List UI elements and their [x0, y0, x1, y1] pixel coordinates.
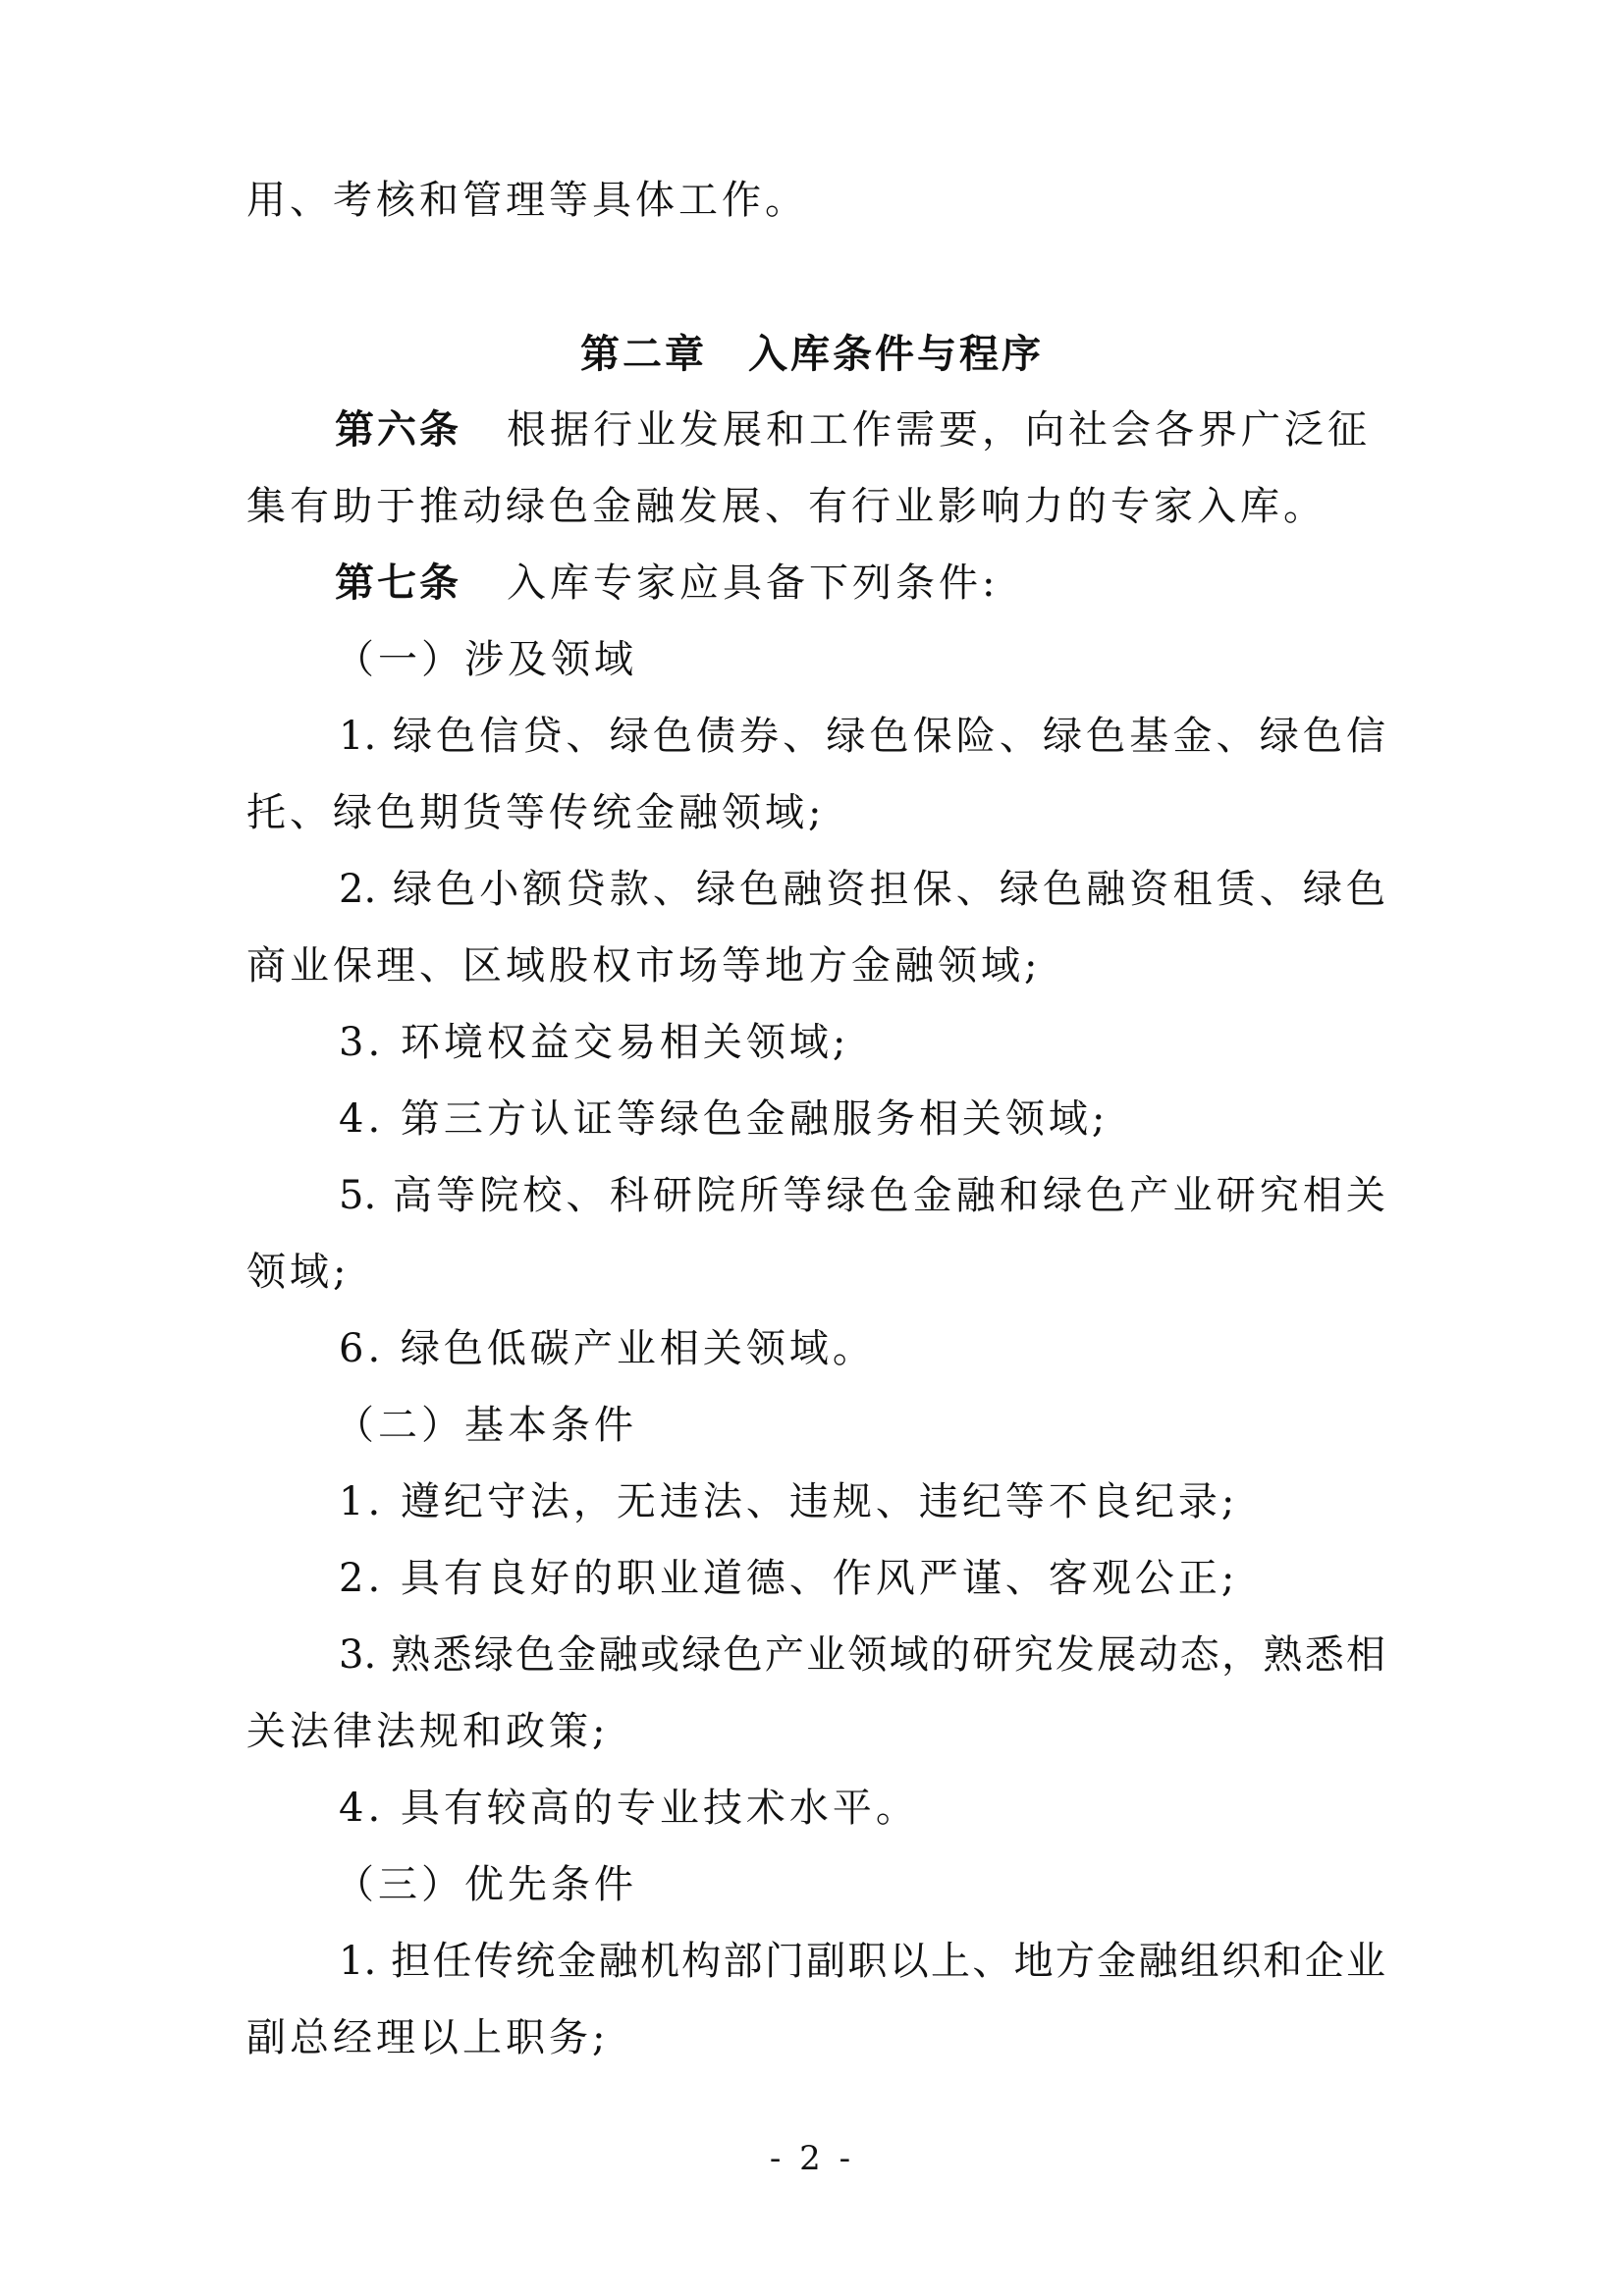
section-1-item-1-line-1: 1. 绿色信贷、绿色债券、绿色保险、绿色基金、绿色信: [339, 714, 1385, 759]
article-7-text-1: 入库专家应具备下列条件:: [507, 561, 1000, 606]
section-2-item-2: 2. 具有良好的职业道德、作风严谨、客观公正;: [339, 1556, 1239, 1601]
section-3-title: （三）优先条件: [335, 1862, 637, 1907]
chapter-title-prefix: 第二章: [580, 332, 707, 377]
article-6-line-2: 集有助于推动绿色金融发展、有行业影响力的专家入库。: [246, 484, 1326, 529]
section-1-item-1-line-2: 托、绿色期货等传统金融领域;: [246, 790, 826, 835]
section-1-item-3: 3. 环境权益交易相关领域;: [339, 1020, 850, 1065]
section-1-item-2-line-1: 2. 绿色小额贷款、绿色融资担保、绿色融资租赁、绿色: [339, 867, 1385, 912]
article-6-text-1: 根据行业发展和工作需要，向社会各界广泛征: [507, 407, 1371, 453]
section-2-item-1: 1. 遵纪守法，无违法、违规、违纪等不良纪录;: [339, 1479, 1239, 1524]
chapter-title: [0, 325, 1624, 384]
article-6-line-1: [335, 400, 1385, 459]
section-2-title: （二）基本条件: [335, 1403, 637, 1448]
section-1-item-5-line-2: 领域;: [246, 1250, 351, 1295]
section-3-item-1-line-1: 1. 担任传统金融机构部门副职以上、地方金融组织和企业: [339, 1939, 1385, 1984]
section-1-item-6: 6. 绿色低碳产业相关领域。: [339, 1326, 876, 1371]
article-7-label: 第七条: [335, 561, 461, 606]
section-1-item-2-line-2: 商业保理、区域股权市场等地方金融领域;: [246, 943, 1042, 988]
article-7-line-1: [335, 554, 1385, 613]
section-1-title: （一）涉及领域: [335, 637, 637, 682]
section-2-item-3-line-1: 3. 熟悉绿色金融或绿色产业领域的研究发展动态，熟悉相: [339, 1632, 1385, 1678]
section-2-item-4: 4. 具有较高的专业技术水平。: [339, 1786, 919, 1831]
section-1-item-4: 4. 第三方认证等绿色金融服务相关领域;: [339, 1096, 1110, 1142]
section-1-item-5-line-1: 5. 高等院校、科研院所等绿色金融和绿色产业研究相关: [339, 1173, 1385, 1218]
intro-line: 用、考核和管理等具体工作。: [246, 178, 808, 223]
section-3-item-1-line-2: 副总经理以上职务;: [246, 2015, 610, 2060]
article-6-label: 第六条: [335, 407, 461, 453]
chapter-title-text: 入库条件与程序: [748, 332, 1044, 377]
section-2-item-3-line-2: 关法律法规和政策;: [246, 1709, 610, 1754]
page-number: - 2 -: [769, 2139, 855, 2178]
